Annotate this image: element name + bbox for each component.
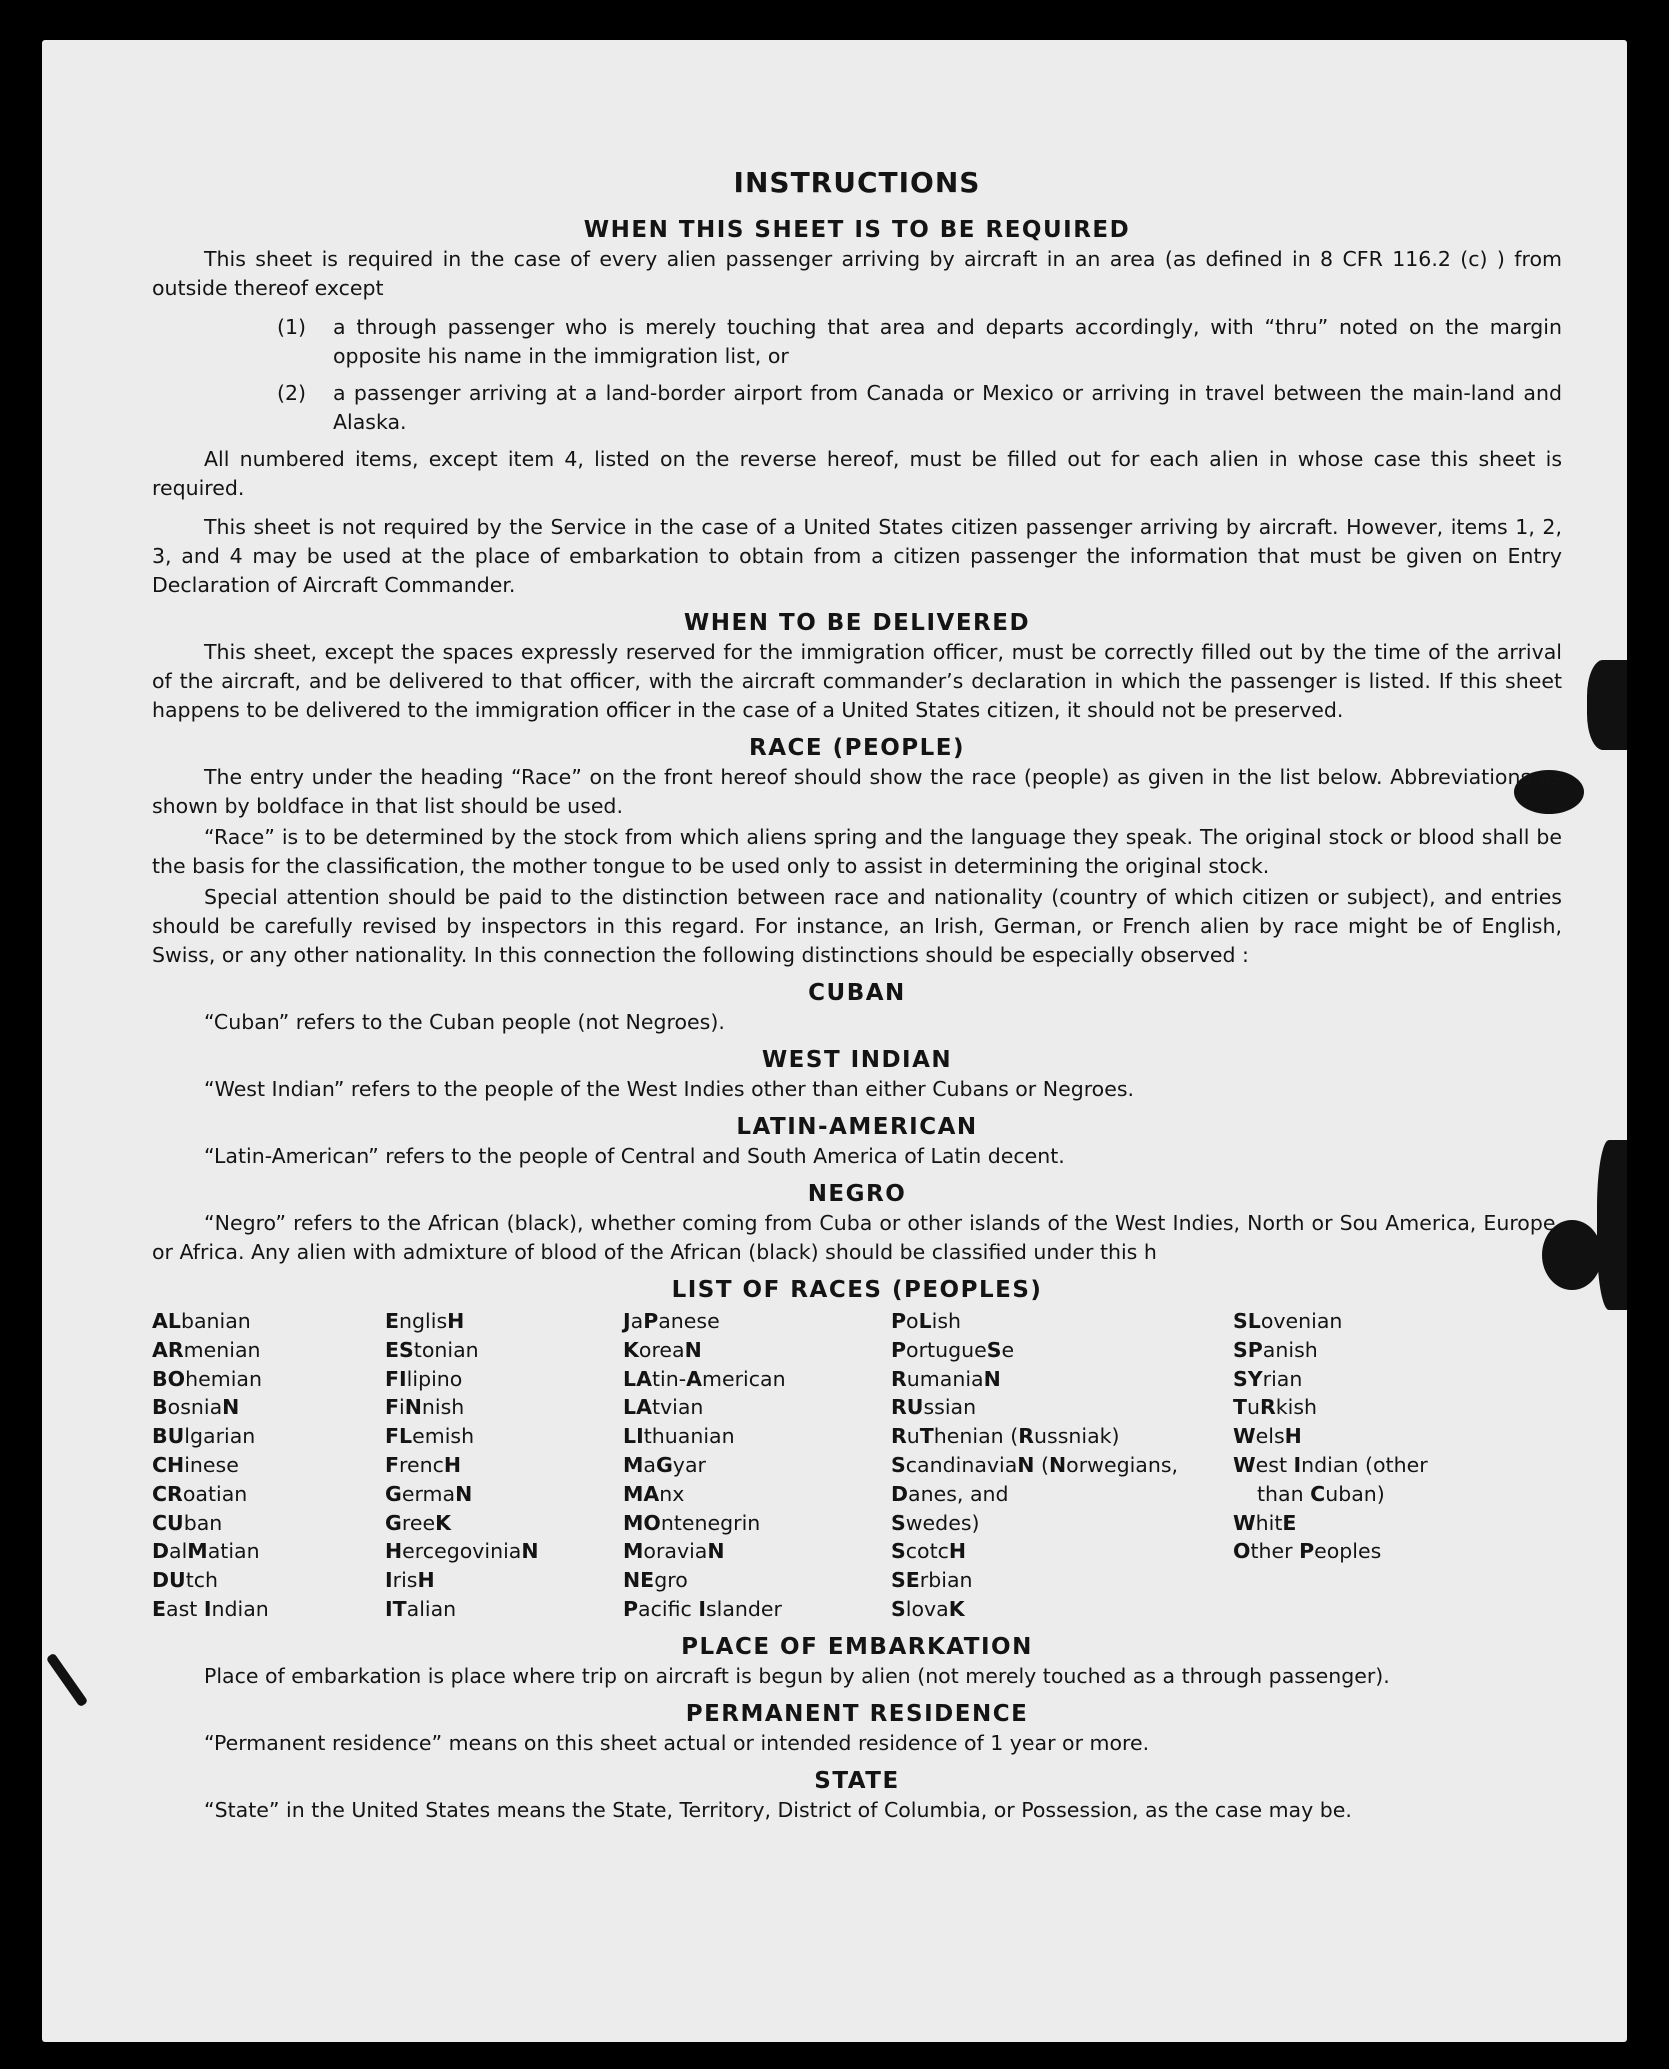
race-entry: KoreaN: [623, 1337, 702, 1362]
race-entry: FIlipino: [385, 1366, 463, 1391]
instructions-body: [152, 166, 1562, 1829]
numbered-items-paragraph: All numbered items, except item 4, listed on the reverse hereof, must be filled out for each alien in whose case this sheet is required.: [152, 447, 1562, 500]
race-entry: ITalian: [385, 1596, 457, 1621]
heading-when-required: WHEN THIS SHEET IS TO BE REQUIRED: [583, 217, 1131, 243]
document-page: [42, 40, 1627, 2042]
race-entry: FrencH: [385, 1452, 462, 1477]
race-entry: than Cuban): [1257, 1481, 1385, 1506]
race-entry: West Indian (other: [1233, 1452, 1428, 1477]
race-paragraph-1: The entry under the heading “Race” on the front hereof should show the race (people) as given in the list below. Abbreviations as shown by boldface in that list should be used.: [152, 765, 1562, 818]
race-entry: Other Peoples: [1233, 1539, 1382, 1564]
race-entry: SYrian: [1233, 1366, 1303, 1391]
heading-west-indian: WEST INDIAN: [761, 1047, 953, 1073]
citizen-paragraph: This sheet is not required by the Service in the case of a United States citizen passenger arriving by aircraft. However, items 1, 2, 3, and 4 may be used at the place of embarkation to obtain from a citizen passenger the information that must be given on Entry Declaration of Aircraft Commander.: [152, 515, 1562, 597]
heading-embarkation: PLACE OF EMBARKATION: [681, 1633, 1033, 1660]
race-entry: ALbanian: [152, 1309, 251, 1333]
heading-race: RACE (PEOPLE): [749, 735, 965, 761]
exception-text: a passenger arriving at a land-border airport from Canada or Mexico or arriving in travel between the main-land and Alaska.: [333, 381, 1562, 434]
race-entry: GermaN: [385, 1481, 473, 1506]
races-column: [891, 1307, 1233, 1624]
race-entry: MAnx: [623, 1481, 685, 1506]
race-entry: WelsH: [1233, 1424, 1302, 1449]
race-entry: Danes, and: [891, 1481, 1009, 1506]
race-entry: CRoatian: [152, 1481, 248, 1506]
embarkation-definition: Place of embarkation is place where trip on aircraft is begun by alien (not merely touched as a through passenger).: [204, 1663, 1390, 1688]
delivery-paragraph: This sheet, except the spaces expressly reserved for the immigration officer, must be correctly filled out by the time of the arrival of the aircraft, and be delivered to that officer, with the aircraft commander’s declaration in which the passenger is listed. If this sheet happens to be delivered to the immigration officer in the case of a United States citizen, it should not be preserved.: [152, 640, 1562, 722]
races-column: [623, 1307, 891, 1624]
state-definition: “State” in the United States means the State, Territory, District of Columbia, or Possession, as the case may be.: [204, 1797, 1352, 1822]
race-paragraph-2: “Race” is to be determined by the stock from which aliens spring and the language they speak. The original stock or blood shall be the basis for the classification, the mother tongue to be used only to assist in determining the original stock.: [152, 825, 1562, 878]
cuban-definition: “Cuban” refers to the Cuban people (not Negroes).: [204, 1010, 725, 1034]
race-entry: East Indian: [152, 1596, 269, 1621]
heading-state: STATE: [814, 1767, 900, 1794]
race-entry: TuRkish: [1233, 1395, 1318, 1420]
race-entry: NEgro: [623, 1568, 688, 1593]
race-entry: EStonian: [385, 1337, 479, 1362]
race-entry: DalMatian: [152, 1539, 260, 1564]
ink-blot: [1597, 1140, 1627, 1310]
heading-permanent-residence: PERMANENT RESIDENCE: [685, 1700, 1029, 1727]
heading-when-delivered: WHEN TO BE DELIVERED: [683, 610, 1031, 636]
race-paragraph-3: Special attention should be paid to the distinction between race and nationality (country of which citizen or subject), and entries should be carefully revised by inspectors in this regard. For instance, an Irish, German, or French alien by race might be of English, Swiss, or any other nationality. In this connection the following distinctions should be especially observed :: [152, 885, 1562, 967]
race-entry: BUlgarian: [152, 1424, 256, 1449]
race-entry: MOntenegrin: [623, 1510, 761, 1535]
race-entry: DUtch: [152, 1568, 219, 1593]
race-entry: SLovenian: [1233, 1309, 1343, 1333]
races-column: [385, 1307, 623, 1624]
ink-blot: [46, 1653, 89, 1708]
race-entry: WhitE: [1233, 1510, 1297, 1535]
race-entry: EnglisH: [385, 1309, 465, 1333]
ink-blot: [1587, 660, 1627, 750]
race-entry: ScandinaviaN (Norwegians,: [891, 1452, 1179, 1477]
races-list: [152, 1307, 1562, 1624]
heading-list-of-races: LIST OF RACES (PEOPLES): [671, 1277, 1043, 1303]
heading-latin-american: LATIN-AMERICAN: [736, 1114, 978, 1140]
races-column: [152, 1307, 385, 1624]
race-entry: JaPanese: [623, 1309, 720, 1333]
exception-text: a through passenger who is merely touching that area and departs accordingly, with “thru” noted on the margin opposite his name in the immigration list, or: [333, 315, 1562, 368]
negro-definition: “Negro” refers to the African (black), whether coming from Cuba or other islands of the West Indies, North or Sou America, Europe, or Africa. Any alien with admixture of blood of the African (black) should be classified under this h: [152, 1211, 1562, 1264]
race-entry: RumaniaN: [891, 1366, 1001, 1391]
race-entry: FiNnish: [385, 1395, 465, 1420]
exception-item: [152, 313, 1562, 371]
race-entry: SPanish: [1233, 1337, 1318, 1362]
race-entry: PortugueSe: [891, 1337, 1015, 1362]
race-entry: IrisH: [385, 1568, 435, 1593]
exception-number: (1): [277, 315, 307, 339]
races-column: [1233, 1307, 1533, 1624]
heading-negro: NEGRO: [807, 1181, 907, 1207]
race-entry: GreeK: [385, 1510, 451, 1535]
race-entry: Pacifc Islander: [623, 1596, 782, 1621]
race-entry: MaGyar: [623, 1452, 706, 1477]
residence-definition: “Permanent residence” means on this sheet actual or intended residence of 1 year or more.: [204, 1730, 1150, 1755]
race-entry: LIthuanian: [623, 1424, 735, 1449]
race-entry: CUban: [152, 1510, 223, 1535]
race-entry: ScotcH: [891, 1539, 967, 1564]
race-entry: RUssian: [891, 1395, 977, 1420]
race-entry: CHinese: [152, 1452, 239, 1477]
exception-number: (2): [277, 381, 307, 405]
race-entry: Swedes): [891, 1510, 980, 1535]
race-entry: HercegoviniaN: [385, 1539, 539, 1564]
race-entry: FLemish: [385, 1424, 475, 1449]
page-title: INSTRUCTIONS: [733, 166, 981, 199]
race-entry: LAtin-American: [623, 1366, 786, 1391]
race-entry: BOhemian: [152, 1366, 262, 1391]
race-entry: PoLish: [891, 1309, 962, 1333]
race-entry: SlovaK: [891, 1596, 965, 1621]
race-entry: BosniaN: [152, 1395, 240, 1420]
race-entry: RuThenian (Russniak): [891, 1424, 1120, 1449]
exception-item: [152, 379, 1562, 437]
race-entry: MoraviaN: [623, 1539, 725, 1564]
latin-american-definition: “Latin-American” refers to the people of Central and South America of Latin decent.: [204, 1144, 1065, 1168]
west-indian-definition: “West Indian” refers to the people of the West Indies other than either Cubans or Negroes.: [204, 1077, 1135, 1101]
race-entry: LAtvian: [623, 1395, 704, 1420]
heading-cuban: CUBAN: [808, 980, 906, 1006]
required-intro: This sheet is required in the case of every alien passenger arriving by aircraft in an area (as defined in 8 CFR 116.2 (c) ) from outside thereof except: [152, 247, 1562, 300]
race-entry: SErbian: [891, 1568, 973, 1593]
race-entry: ARmenian: [152, 1337, 261, 1362]
